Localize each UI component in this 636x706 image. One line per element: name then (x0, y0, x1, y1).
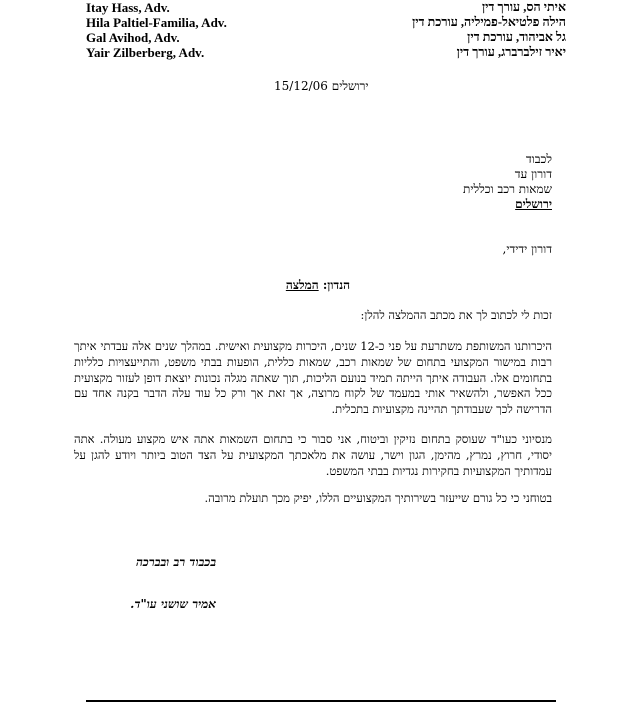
addressee-line: שמאות רכב וכללית (463, 182, 552, 196)
letter-date: ירושלים 15/12/06 (274, 79, 369, 93)
paragraph-intro: זכות לי לכתוב לך את מכתב ההמלצה להלן: (360, 308, 552, 322)
addressee-line: דורון עד (514, 167, 552, 181)
letterhead-hebrew (412, 0, 566, 60)
closing: בכבוד רב ובברכה (135, 555, 216, 569)
footer-rule (86, 700, 556, 702)
signature: אמיר שושני עו"ד. (130, 597, 216, 611)
paragraph-conclusion: בטוחני כי כל גורם שייעזר בשירותיך המקצועיים הללו, יפיק מכך תועלת מרובה. (204, 491, 552, 505)
subject-line (286, 278, 350, 292)
paragraph-experience: מנסיוני כעו"ד שעוסק בתחום נזיקין וביטוח, אני סבור כי בתחום השמאות אתה איש מקצוע מעולה. אתה יסודי, חרוץ, נמרץ, מהימן, הגון וישר, עושה את מלאכתך המקצועית על הצד הטוב ביותר ויודע להגן על עמדותיך המקצועיות בחקירות נגדיות בבתי המשפט. (74, 432, 552, 478)
addressee-line: לכבוד (525, 152, 552, 166)
letterhead-en-line: Itay Hass, Adv. (86, 0, 170, 15)
addressee-city: ירושלים (515, 197, 552, 211)
letterhead-en-line: Yair Zilberberg, Adv. (86, 45, 205, 60)
letterhead-en-line: Gal Avihod, Adv. (86, 30, 180, 45)
letterhead-he-line: איתי הס, עורך דין (481, 0, 566, 14)
subject-title: המלצה (285, 278, 319, 292)
letterhead-english (86, 0, 227, 60)
greeting: דורון ידידי, (502, 242, 552, 256)
letterhead-en-line: Hila Paltiel-Familia, Adv. (86, 15, 227, 30)
subject-prefix: הנדון: (322, 278, 350, 292)
paragraph-acquaintance: היכרותנו המשותפת משתרעת על פני כ-12 שנים, היכרות מקצועית ואישית. במהלך שנים אלה עבדתי איתך רבות במישור המקצועי בתחום של שמאות רכב, שמאות כללית, הופעות בבתי משפט, והתייעצויות כלליות בתחומים אלו. העבודה איתך הייתה תמיד בנועם הליכות, תוך שאתה מגלה נכונות יוצאת דופן לעזור מקצועית ככל האפשר, ולהשאיר אותי במעמד של לקוח מרוצה, אך זאת אך ורק כל עוד עלה הדבר בקנה אחד עם הדרישה לכך שעבודתך תהיינה מקצועיות בתכלית. (74, 339, 552, 417)
addressee-block (463, 152, 552, 212)
letterhead-he-line: יאיר זילברברג, עורך דין (456, 45, 566, 59)
letterhead-he-line: גל אביהוד, עורכת דין (467, 30, 566, 44)
letterhead-he-line: הילה פלטיאל-פמיליה, עורכת דין (412, 15, 566, 29)
